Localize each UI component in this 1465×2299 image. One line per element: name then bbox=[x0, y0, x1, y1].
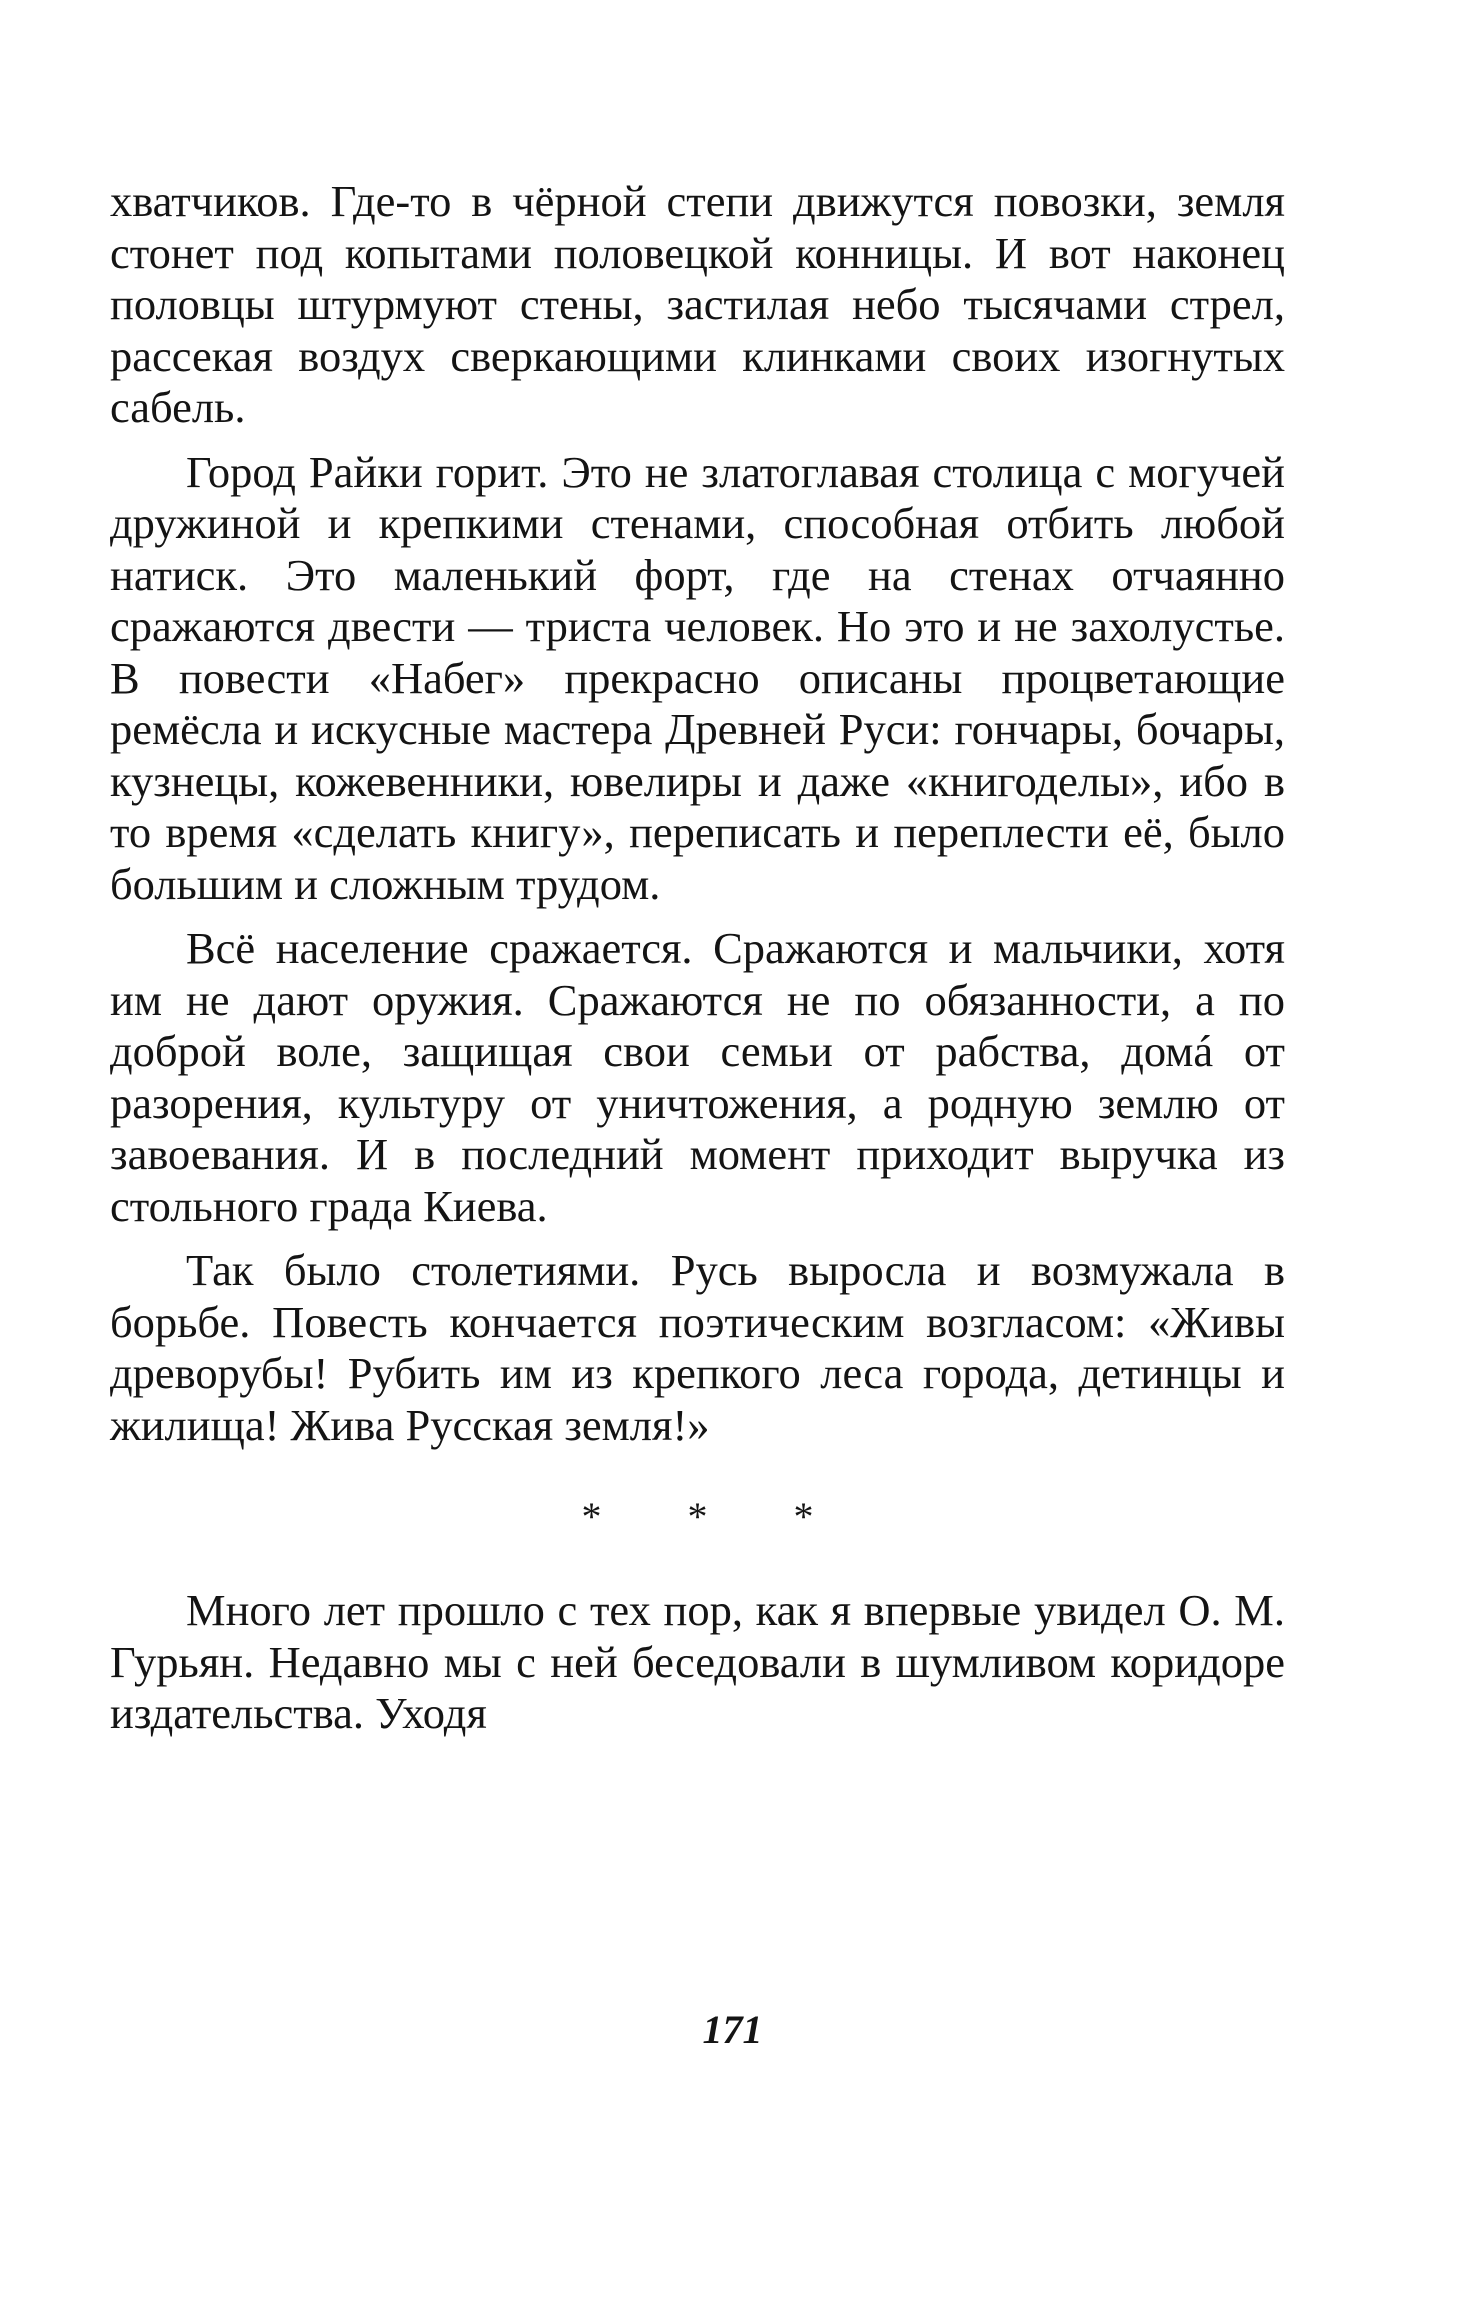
page-number: 171 bbox=[702, 2007, 763, 2052]
section-separator: * * * bbox=[581, 1494, 852, 1539]
paragraph-continued: хватчиков. Где-то в чёрной степи движутся повозки, земля стонет под копытами половецкой конницы. И вот наконец половцы штурмуют стены, застилая небо тысячами стрел, рассекая воздух сверкающими клинками своих изогнутых сабель. bbox=[110, 176, 1285, 432]
paragraph-many-years: Много лет прошло с тех пор, как я впервые увидел О. М. Гурьян. Недавно мы с ней беседовали в шумливом коридоре издательства. Уходя bbox=[110, 1585, 1285, 1738]
paragraph-population-fights: Всё население сражается. Сражаются и мальчики, хотя им не дают оружия. Сражаются не по обязанности, а по доброй воле, защищая свои семьи от рабства, домá от разорения, культуру от уничтожения, а родную землю от завоевания. И в последний момент приходит выручка из стольного града Киева. bbox=[110, 923, 1285, 1231]
paragraph-raiki-burning: Город Райки горит. Это не златоглавая столица с могучей дружиной и крепкими стенами, способная отбить любой натиск. Это маленький форт, где на стенах отчаянно сражаются двести — триста человек. Но это и не захолустье. В повести «Набег» прекрасно описаны процветающие ремёсла и искусные мастера Древней Руси: гончары, бочары, кузнецы, кожевенники, ювелиры и даже «книгоделы», ибо в то время «сделать книгу», переписать и переплести её, было большим и сложным трудом. bbox=[110, 446, 1285, 909]
body-text bbox=[110, 176, 1285, 1753]
paragraph-rus-grew: Так было столетиями. Русь выросла и возмужала в борьбе. Повесть кончается поэтическим возгласом: «Живы древорубы! Рубить им из крепкого леса города, детинцы и жилища! Жива Русская земля!» bbox=[110, 1245, 1285, 1450]
